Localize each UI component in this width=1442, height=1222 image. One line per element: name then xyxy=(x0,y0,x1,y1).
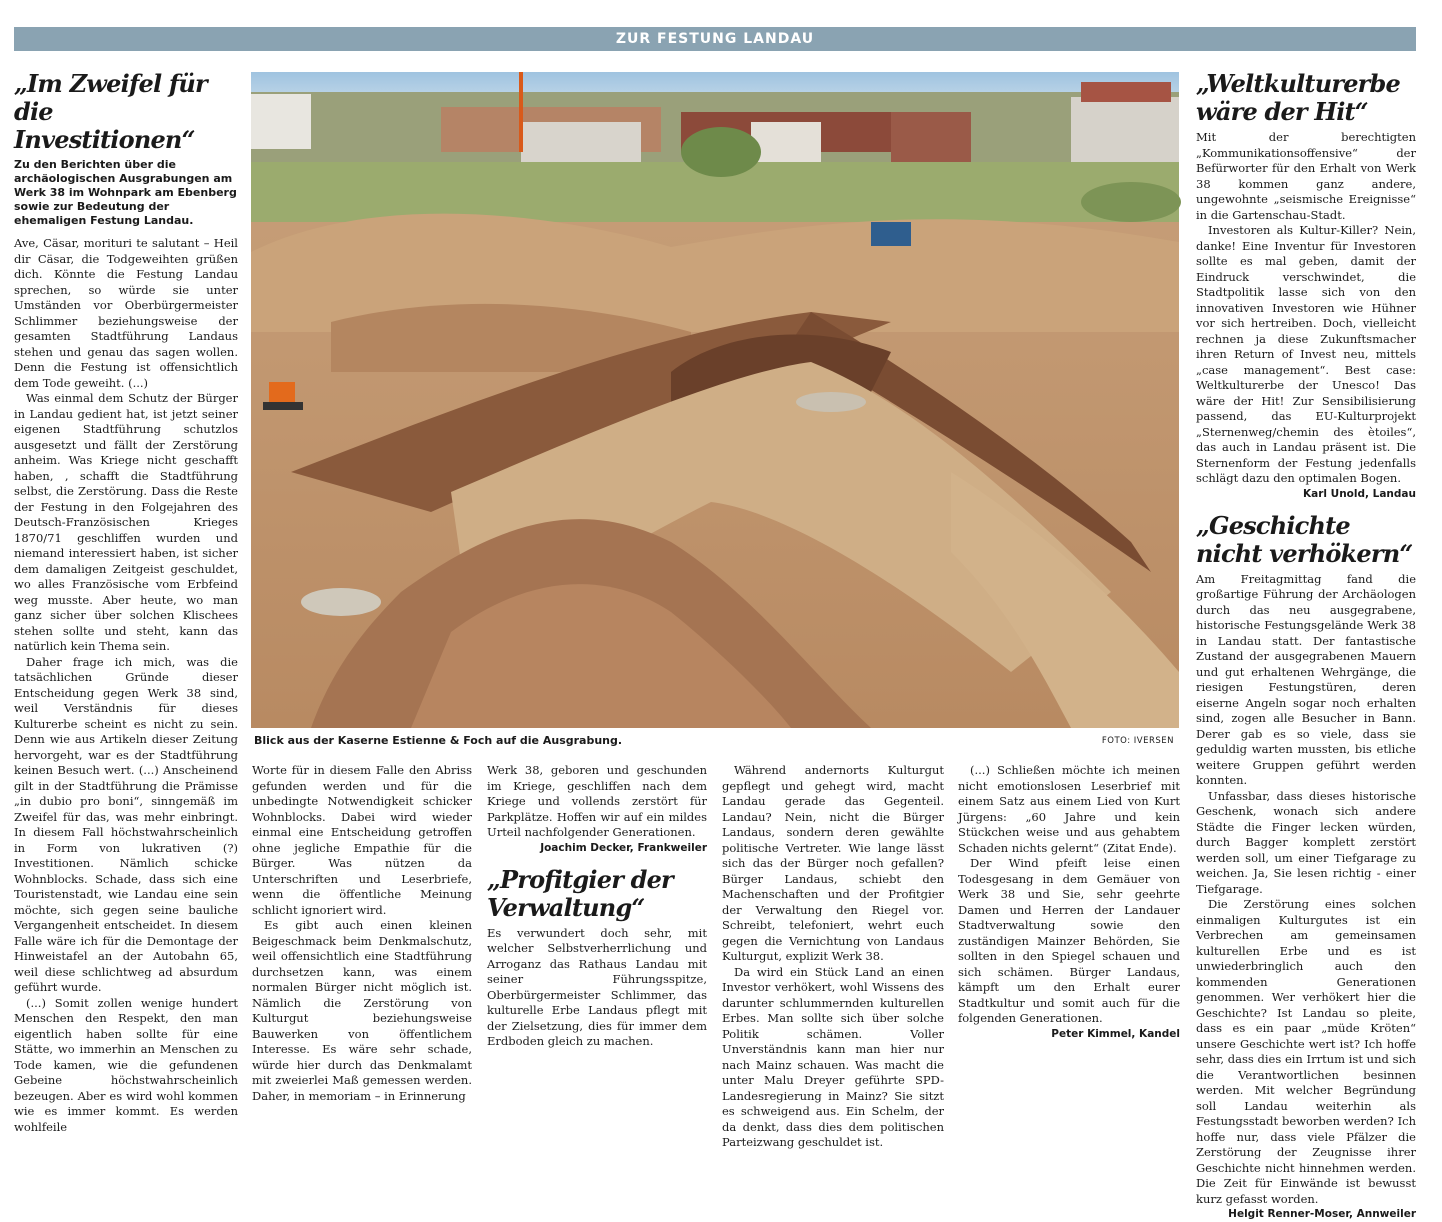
photo-caption xyxy=(254,733,1174,749)
letter-1-paragraph: Ave, Cäsar, morituri te salutant – Heil dir Cäsar, die Todgeweihten grüßen dich. Könnte die Festung Landau sprechen, so würde sie unter Umständen vor Oberbürgermeister Schlimmer beziehungsweise der gesamten Stadtführung Landaus stehen und genau das sagen wollen. Denn die Festung ist offensichtlich dem Tode geweiht. (...) xyxy=(14,236,238,390)
letter-4-headline: „Geschichte nicht verhökern“ xyxy=(1196,510,1413,568)
section-banner: ZUR FESTUNG LANDAU xyxy=(14,27,1416,51)
letter-3-headline: „Weltkulturerbe wäre der Hit“ xyxy=(1196,69,1400,126)
excavation-photo xyxy=(251,72,1179,728)
photo-credit: FOTO: IVERSEN xyxy=(1101,736,1174,746)
letter-4-signature: Helgit Renner-Moser, Annweiler xyxy=(1228,1208,1416,1220)
letter-2-paragraph: Es verwundert doch sehr, mit welcher Selbstverherrlichung und Arroganz das Rathaus Landau mit seiner Führungsspitze, Oberbürgermeister Schlimmer, das kulturelle Erbe Landaus pflegt mit der Zielsetzung, dies für immer dem Erdboden gleich zu machen. xyxy=(487,925,707,1048)
letter-2-paragraph: (...) Schließen möchte ich meinen nicht emotionslosen Leserbrief mit einem Satz aus einem Lied von Kurt Jürgens: „60 Jahre und kein Stückchen weise und aus gehabtem Schaden nichts gelernt“ (Zitat Ende). xyxy=(958,763,1180,855)
letter-1-paragraph: Was einmal dem Schutz der Bürger in Landau gedient hat, ist jetzt seiner eigenen Stadtführung schutzlos ausgesetzt und fällt der Zerstörung anheim. Was Kriege nicht geschafft haben, , schafft die Stadtführung selbst, die Zerstörung. Dass die Reste der Festung in den Folgejahren des Deutsch-Französischen Krieges 1870/71 geschliffen wurden und niemand interessiert haben, ist sicher dem damaligen Zeitgeist geschuldet, wo alles Französische vom Erbfeind weg musste. Aber heute, wo man ganz sicher über solchen Klischees stehen sollte und steht, kann das natürlich kein Thema sein. xyxy=(14,391,238,653)
letter-4-paragraph: Unfassbar, dass dieses historische Geschenk, wonach sich andere Städte die Finger lecken würden, durch Bagger komplett zerstört werden soll, um einer Tiefgarage zu weichen. Ja, Sie lesen richtig - einer Tiefgarage. xyxy=(1196,788,1416,896)
letter-1-lead: Zu den Berichten über die archäologischen Ausgrabungen am Werk 38 im Wohnpark am Ebenberg sowie zur Bedeutung der ehemaligen Festung Landau. xyxy=(14,158,237,227)
letter-2-headline: „Profitgier der Verwaltung“ xyxy=(487,864,673,922)
letter-1-headline: „Im Zweifel für die Investitionen“ xyxy=(14,69,207,154)
letter-1-paragraph: Es gibt auch einen kleinen Beigeschmack beim Denkmalschutz, weil offensichtlich eine Stadtführung durchsetzen kann, was einem normalen Bürger nicht möglich ist. Nämlich die Zerstörung von Kulturgut beziehungsweise Bauwerken von öffentlichem Interesse. Es wäre sehr schade, würde hier durch das Denkmalamt mit zweierlei Maß gemessen werden. Daher, in memoriam – in Erinnerung xyxy=(252,918,472,1103)
letter-1-paragraph: Daher frage ich mich, was die tatsächlichen Gründe dieser Entscheidung gegen Werk 38 sind, weil Verständnis für dieses Kulturerbe scheint es nicht zu sein. Denn wie aus Artikeln dieser Zeitung hervorgeht, war es der Stadtführung keinen Besuch wert. (...) Anscheinend gilt in der Stadtführung die Prämisse „in dubio pro boni“, sinngemäß im Zweifel für das, was mehr einbringt. In diesem Fall höchstwahrscheinlich in Form von lukrativen (?) Investitionen. Nämlich schicke Wohnblocks. Schade, dass sich eine Touristenstadt, wie Landau eine sein möchte, sich gegen seine bauliche Vergangenheit entscheidet. In diesem Falle wäre ich für die Demontage der Hinweistafel an der Autobahn 65, weil diese schlichtweg ad absurdum geführt wurde. xyxy=(14,654,238,994)
letter-2-signature: Peter Kimmel, Kandel xyxy=(1051,1027,1180,1040)
letter-2-paragraph: Da wird ein Stück Land an einen Investor verhökert, wohl Wissens des darunter schlummernden kulturellen Erbes. Man sollte sich über solche Politik schämen. Voller Unverständnis kann man hier nur nach Mainz schauen. Was macht die unter Malu Dreyer geführte SPD-Landesregierung in Mainz? Sie sitzt es schweigend aus. Ein Schelm, der da denkt, dass dies dem politischen Parteizwang geschuldet ist. xyxy=(722,964,944,1149)
letter-2-paragraph: Während andernorts Kulturgut gepflegt und gehegt wird, macht Landau gerade das Gegenteil. Landau? Nein, nicht die Bürger Landaus, sondern deren gewählte politische Vertreter. Wie lange lässt sich das der Bürger noch gefallen? Bürger Landaus, schiebt den Machenschaften und der Profitgier der Verwaltung den Riegel vor. Schreibt, telefoniert, wehrt euch gegen die Vernichtung von Landaus Kulturgut, explizit Werk 38. xyxy=(722,763,944,963)
letter-2-paragraph: Der Wind pfeift leise einen Todesgesang in dem Gemäuer von Werk 38 und Sie, sehr geehrte Damen und Herren der Landauer Stadtverwaltung sowie den zuständigen Mainzer Behörden, Sie sollten in den Spiegel schauen und sich schämen. Bürger Landaus, kämpft um den Erhalt eurer Stadtkultur und somit auch für die folgenden Generationen. xyxy=(958,856,1180,1025)
letter-1-paragraph: (...) Somit zollen wenige hundert Menschen den Respekt, den man eigentlich haben sollte für eine Stätte, wo immerhin an Menschen zu Tode kamen, wie die gefundenen Gebeine höchstwahrscheinlich bezeugen. Aber es wird wohl kommen wie es immer kommt. Es werden wohlfeile xyxy=(14,995,238,1134)
excavation-photo-graphic xyxy=(251,72,1179,728)
letter-2-column-b xyxy=(722,763,944,1149)
letter-3-paragraph: Mit der berechtigten „Kommunikationsoffensive“ der Befürworter für den Erhalt von Werk 38 kommen ganz andere, ungewohnte „seismische Ereignisse“ in die Gartenschau-Stadt. xyxy=(1196,130,1416,222)
letter-1-column-b xyxy=(252,763,472,1103)
letter-4-paragraph: Am Freitagmittag fand die großartige Führung der Archäologen durch das neu ausgegrabene, historische Festungsgelände Werk 38 in Landau statt. Der fantastische Zustand der ausgegrabenen Mauern und gut erhaltenen Wehrgänge, die riesigen Festungstüren, deren eiserne Angeln sogar noch erhalten sind, zogen alle Besucher in Bann. Derer gab es so viele, dass sie geduldig warten mussten, bis etliche weitere Gruppen geführt werden konnten. xyxy=(1196,571,1416,787)
letter-1-column-a xyxy=(14,69,238,1134)
letter-1-signature: Joachim Decker, Frankweiler xyxy=(540,841,707,854)
letter-4-paragraph: Die Zerstörung eines solchen einmaligen Kulturgutes ist ein Verbrechen am gemeinsamen kulturellen Erbe und es ist unwiederbringlich auch den kommenden Generationen genommen. Wer verhökert hier die Geschichte? Ist Landau so pleite, dass es ein paar „müde Kröten“ unsere Geschichte wert ist? Ich hoffe sehr, dass dies ein Irrtum ist und sich die Verantwortlichen besinnen werden. Mit welcher Begründung soll Landau weiterhin als Festungsstadt beworben werden? Ich hoffe nur, dass viele Pfälzer die Zerstörung der Zeugnisse ihrer Geschichte nicht hinnehmen werden. Die Zeit für Einwände ist bewusst kurz gefasst worden. xyxy=(1196,897,1416,1206)
letters-3-4-column xyxy=(1196,69,1416,1220)
letter-2-column-c xyxy=(958,763,1180,1073)
letter-3-paragraph: Investoren als Kultur-Killer? Nein, danke! Eine Inventur für Investoren sollte es mal geben, damit der Eindruck verschwindet, die Stadtpolitik lasse sich von den innovativen Investoren wie Hühner vor sich hertreiben. Doch, vielleicht rechnen ja diese Zukunftsmacher ihren Return of Invest neu, mittels „case management“. Best case: Weltkulturerbe der Unesco! Das wäre der Hit! Zur Sensibilisierung passend, das EU-Kulturprojekt „Sternenweg/chemin des ètoiles“, das auch in Landau präsent ist. Die Sternenform der Festung jedenfalls schlägt dazu den optimalen Bogen. xyxy=(1196,223,1416,485)
letter-3-signature: Karl Unold, Landau xyxy=(1303,487,1416,500)
photo-caption-text: Blick aus der Kaserne Estienne & Foch auf die Ausgrabung. xyxy=(254,734,623,747)
letter-1-paragraph: Werk 38, geboren und geschunden im Kriege, geschliffen nach dem Kriege und vollends zerstört für Parkplätze. Hoffen wir auf ein mildes Urteil nachfolgender Generationen. xyxy=(487,763,707,839)
letter-1-paragraph: Worte für in diesem Falle den Abriss gefunden werden und für die unbedingte Notwendigkeit schicker Wohnblocks. Dabei wird wieder einmal eine Entscheidung getroffen ohne jegliche Empathie für die Bürger. Was nützen da Unterschriften und Leserbriefe, wenn die öffentliche Meinung schlicht ignoriert wird. xyxy=(252,763,472,917)
letter-1-2-column xyxy=(487,763,707,1073)
